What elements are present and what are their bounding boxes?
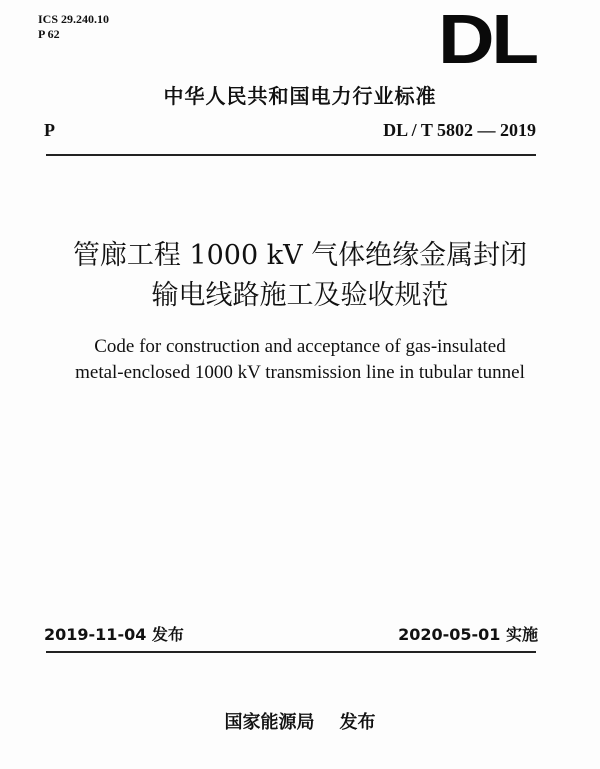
category-letter: P: [44, 120, 55, 140]
english-title-line-1: Code for construction and acceptance of gas-insulated: [94, 336, 506, 357]
ccs-code: P 62: [38, 27, 60, 41]
publisher: 国家能源局 发布: [224, 712, 376, 733]
standard-number: DL / T 5802 — 2019: [383, 120, 536, 140]
implementation-date: 2020-05-01 实施: [398, 625, 538, 644]
classification-codes: [38, 12, 109, 42]
issue-date: 2019-11-04 发布: [44, 625, 184, 644]
dl-logo: DL: [438, 0, 536, 78]
chinese-title-line-2: 输电线路施工及验收规范: [151, 280, 449, 311]
top-divider: [46, 154, 536, 156]
chinese-title: [0, 236, 600, 316]
chinese-title-line-1: 管廊工程 1000 kV 气体绝缘金属封闭: [72, 240, 528, 271]
english-title: [0, 334, 600, 386]
english-title-line-2: metal-enclosed 1000 kV transmission line in tubular tunnel: [75, 362, 525, 383]
organization-title: 中华人民共和国电力行业标准: [163, 84, 437, 108]
bottom-divider: [46, 651, 536, 653]
ics-code: ICS 29.240.10: [38, 12, 110, 26]
